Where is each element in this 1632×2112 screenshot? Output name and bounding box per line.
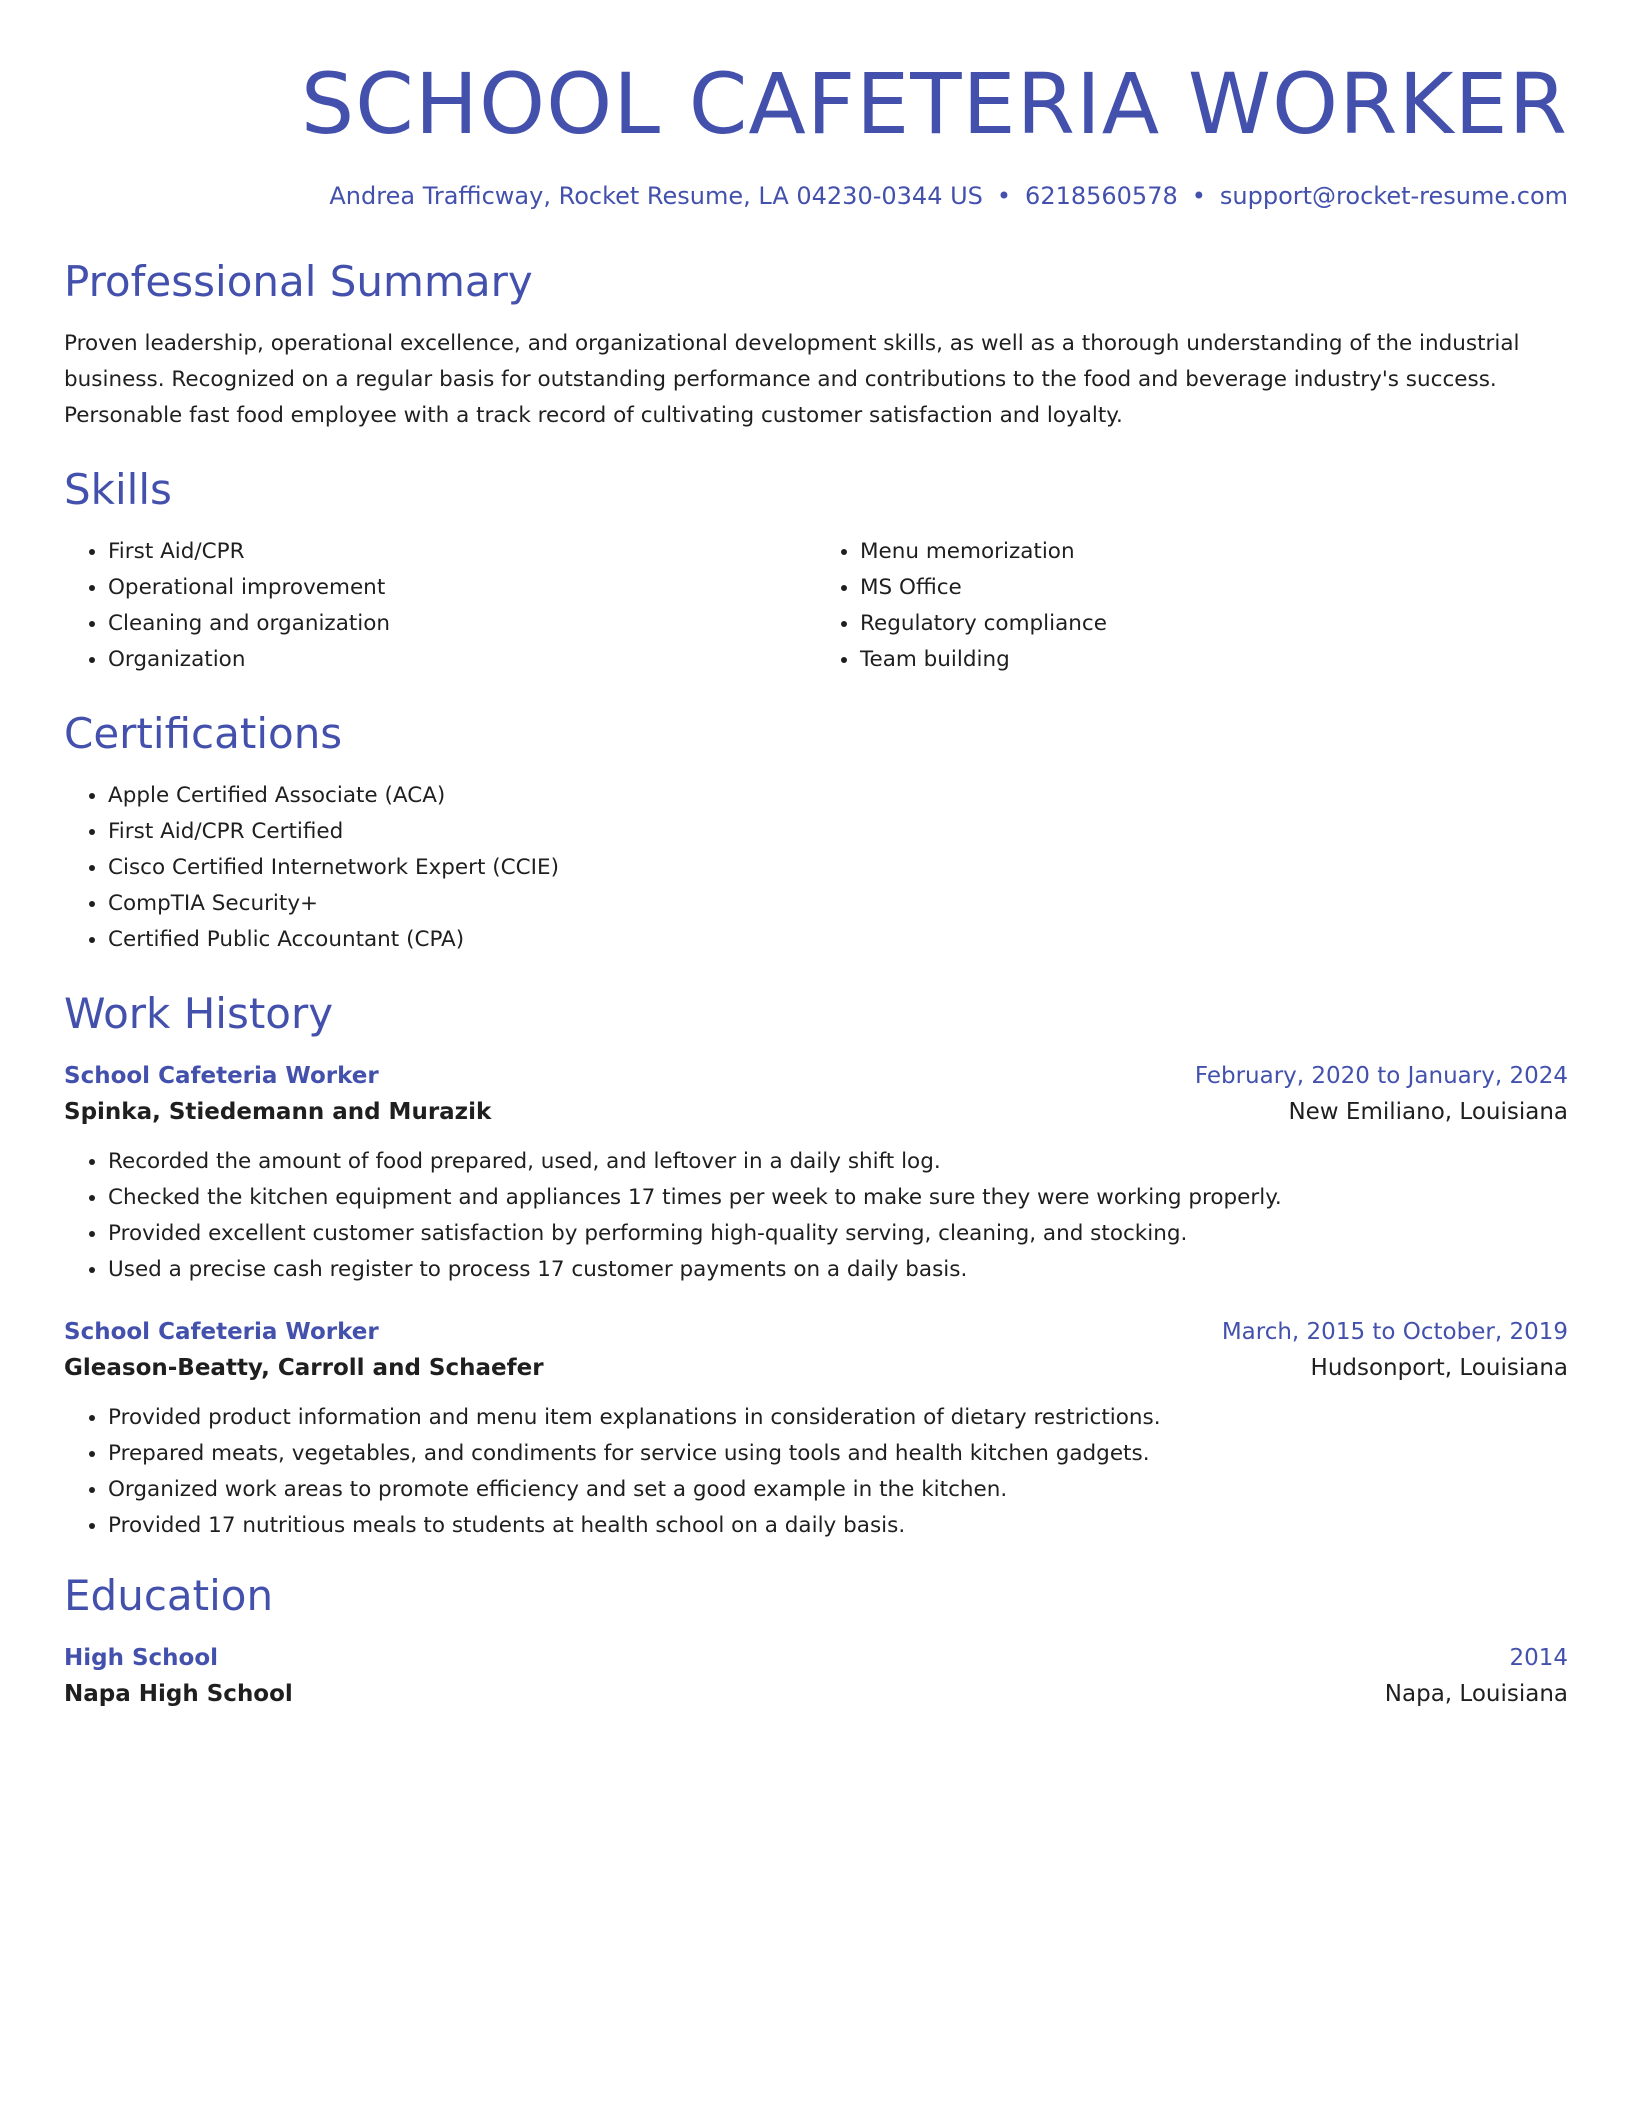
job-bullet: • Provided excellent customer satisfaction by performing high-quality serving, cleaning, and stocking. xyxy=(108,1216,1568,1252)
resume-title: SCHOOL CAFETERIA WORKER xyxy=(300,55,1568,153)
job-bullet: • Provided product information and menu item explanations in consideration of dietary restrictions. xyxy=(108,1400,1568,1436)
summary-section xyxy=(64,256,1568,434)
job-title-row xyxy=(64,1058,1568,1094)
contact-address: Andrea Trafficway, Rocket Resume, LA 04230-0344 US xyxy=(329,182,983,210)
skill-item: • Team building xyxy=(860,642,1568,678)
job-dates: March, 2015 to October, 2019 xyxy=(1221,1319,1568,1345)
certification-item: • Apple Certified Associate (ACA) xyxy=(108,778,1568,814)
education-degree-row xyxy=(64,1640,1568,1676)
job-entry xyxy=(64,1314,1568,1544)
job-title: School Cafeteria Worker xyxy=(64,1319,379,1345)
skills-grid xyxy=(64,534,1568,678)
job-company: Gleason-Beatty, Carroll and Schaefer xyxy=(64,1355,544,1381)
job-entry xyxy=(64,1058,1568,1288)
certification-item: • First Aid/CPR Certified xyxy=(108,814,1568,850)
certifications-heading: Certifications xyxy=(64,709,343,758)
summary-text: Proven leadership, operational excellence, and organizational development skills, as well as a thorough understanding of the industrial business. Recognized on a regular basis for outstanding performance and contributions to the food and beverage industry's success. Personable fast food employee with a track record of cultivating customer satisfaction and loyalty. xyxy=(64,331,1520,428)
contact-separator: • xyxy=(996,182,1012,210)
skill-item: • Cleaning and organization xyxy=(108,606,816,642)
job-bullet: • Checked the kitchen equipment and appliances 17 times per week to make sure they were working properly. xyxy=(108,1180,1568,1216)
education-degree: High School xyxy=(64,1645,219,1671)
job-title-row xyxy=(64,1314,1568,1350)
contact-phone: 6218560578 xyxy=(1025,182,1178,210)
education-location: Napa, Louisiana xyxy=(1384,1681,1568,1707)
skill-item: • Regulatory compliance xyxy=(860,606,1568,642)
skill-item: • MS Office xyxy=(860,570,1568,606)
job-bullet: • Provided 17 nutritious meals to students at health school on a daily basis. xyxy=(108,1508,1568,1544)
job-bullet: • Prepared meats, vegetables, and condiments for service using tools and health kitchen gadgets. xyxy=(108,1436,1568,1472)
skills-list-right xyxy=(816,534,1568,678)
job-company-row xyxy=(64,1350,1568,1386)
skills-heading: Skills xyxy=(64,465,172,514)
job-company: Spinka, Stiedemann and Murazik xyxy=(64,1099,492,1125)
education-heading: Education xyxy=(64,1571,274,1620)
skills-list-left xyxy=(64,534,816,678)
job-dates: February, 2020 to January, 2024 xyxy=(1194,1063,1568,1089)
job-bullets xyxy=(64,1144,1568,1288)
job-bullet: • Recorded the amount of food prepared, used, and leftover in a daily shift log. xyxy=(108,1144,1568,1180)
certifications-section xyxy=(64,708,1568,958)
job-bullet: • Organized work areas to promote efficiency and set a good example in the kitchen. xyxy=(108,1472,1568,1508)
skill-item: • Organization xyxy=(108,642,816,678)
certification-item: • Cisco Certified Internetwork Expert (CCIE) xyxy=(108,850,1568,886)
contact-email: support@rocket-resume.com xyxy=(1219,182,1568,210)
work-history-section xyxy=(64,988,1568,1544)
job-location: Hudsonport, Louisiana xyxy=(1310,1355,1568,1381)
summary-heading: Professional Summary xyxy=(64,257,533,306)
job-title: School Cafeteria Worker xyxy=(64,1063,379,1089)
education-section xyxy=(64,1570,1568,1712)
skill-item: • First Aid/CPR xyxy=(108,534,816,570)
job-bullets xyxy=(64,1400,1568,1544)
contact-separator: • xyxy=(1191,182,1206,210)
resume-header xyxy=(64,56,1568,212)
skill-item: • Menu memorization xyxy=(860,534,1568,570)
job-bullet: • Used a precise cash register to process 17 customer payments on a daily basis. xyxy=(108,1252,1568,1288)
education-school: Napa High School xyxy=(64,1681,293,1707)
certification-item: • CompTIA Security+ xyxy=(108,886,1568,922)
job-location: New Emiliano, Louisiana xyxy=(1288,1099,1568,1125)
work-history-heading: Work History xyxy=(64,989,334,1038)
education-year: 2014 xyxy=(1509,1645,1568,1671)
contact-line xyxy=(64,180,1568,212)
skill-item: • Operational improvement xyxy=(108,570,816,606)
job-company-row xyxy=(64,1094,1568,1130)
skills-section xyxy=(64,464,1568,678)
certification-item: • Certified Public Accountant (CPA) xyxy=(108,922,1568,958)
education-school-row xyxy=(64,1676,1568,1712)
certifications-list xyxy=(64,778,1568,958)
